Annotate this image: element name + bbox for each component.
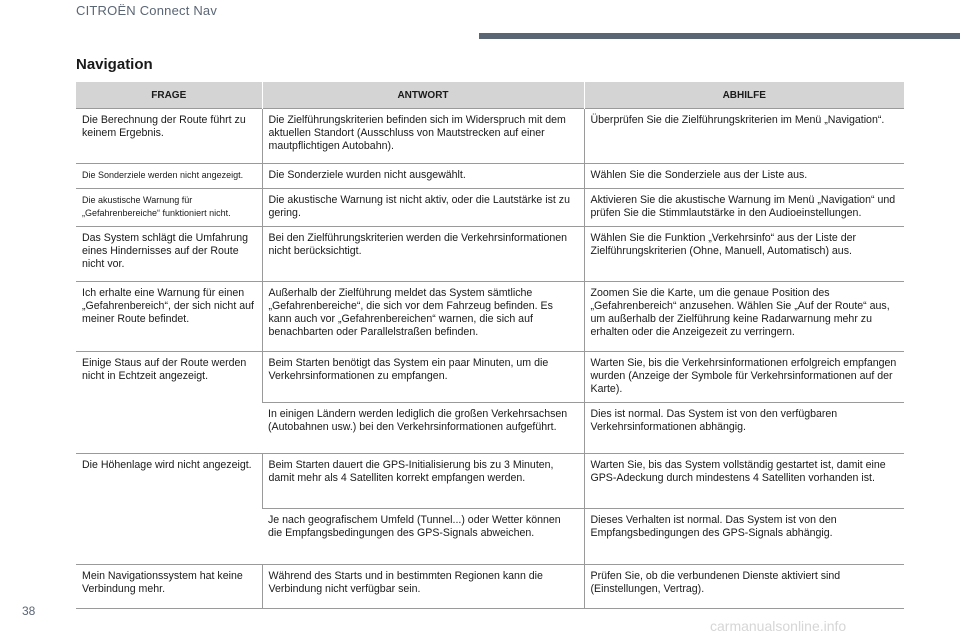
answer-cell: Während des Starts und in bestimmten Regionen kann die Verbindung nicht verfügbar sein. (262, 565, 584, 609)
table-row (76, 227, 904, 282)
table-row (76, 454, 904, 509)
table-row (76, 565, 904, 609)
table-header-row (76, 82, 904, 109)
remedy-cell: Wählen Sie die Sonderziele aus der Liste aus. (584, 164, 904, 189)
header-answer: ANTWORT (262, 82, 584, 109)
troubleshooting-table (76, 82, 904, 609)
answer-cell: Die akustische Warnung ist nicht aktiv, oder die Lautstärke ist zu gering. (262, 189, 584, 227)
answer-cell: Bei den Zielführungskriterien werden die Verkehrsinformationen nicht berücksichtigt. (262, 227, 584, 282)
answer-cell: Je nach geografischem Umfeld (Tunnel...) oder Wetter können die Empfangsbedingungen des GPS-Signals abweichen. (262, 509, 584, 565)
question-cell: Mein Navigationssystem hat keine Verbindung mehr. (76, 565, 262, 609)
question-cell: Die akustische Warnung für „Gefahrenbereiche“ funktioniert nicht. (76, 189, 262, 227)
question-cell: Die Berechnung der Route führt zu keinem Ergebnis. (76, 109, 262, 164)
table-row (76, 189, 904, 227)
remedy-cell: Aktivieren Sie die akustische Warnung im Menü „Navigation“ und prüfen Sie die Stimmlautstärke in den Audioeinstellungen. (584, 189, 904, 227)
remedy-cell: Zoomen Sie die Karte, um die genaue Position des „Gefahrenbereich“ anzusehen. Wählen Sie „Auf der Route“ aus, um außerhalb der Zielführung keine Radarwarnung mehr zu erhalten oder die Anzeigezeit zu verringern. (584, 282, 904, 352)
answer-cell: In einigen Ländern werden lediglich die großen Verkehrsachsen (Autobahnen usw.) bei den Verkehrsinformationen aufgeführt. (262, 403, 584, 454)
page-number: 38 (22, 604, 36, 618)
header-accent-bar (479, 33, 960, 39)
manual-header-title: CITROËN Connect Nav (76, 3, 218, 18)
remedy-cell: Warten Sie, bis das System vollständig gestartet ist, damit eine GPS-Adeckung durch mindestens 4 Satelliten vorhanden ist. (584, 454, 904, 509)
table-row (76, 109, 904, 164)
remedy-cell: Überprüfen Sie die Zielführungskriterien im Menü „Navigation“. (584, 109, 904, 164)
remedy-cell: Dieses Verhalten ist normal. Das System ist von den Empfangsbedingungen des GPS-Signals abhängig. (584, 509, 904, 565)
question-cell: Das System schlägt die Umfahrung eines Hindernisses auf der Route nicht vor. (76, 227, 262, 282)
watermark: carmanualsonline.info (710, 618, 847, 634)
remedy-cell: Wählen Sie die Funktion „Verkehrsinfo“ aus der Liste der Zielführungskriterien (Ohne, Manuell, Automatisch) aus. (584, 227, 904, 282)
header-question: FRAGE (76, 82, 262, 109)
remedy-cell: Dies ist normal. Das System ist von den verfügbaren Verkehrsinformationen abhängig. (584, 403, 904, 454)
question-cell: Ich erhalte eine Warnung für einen „Gefahrenbereich“, der sich nicht auf meiner Route befindet. (76, 282, 262, 352)
remedy-cell: Prüfen Sie, ob die verbundenen Dienste aktiviert sind (Einstellungen, Vertrag). (584, 565, 904, 609)
answer-cell: Beim Starten dauert die GPS-Initialisierung bis zu 3 Minuten, damit mehr als 4 Satelliten korrekt empfangen werden. (262, 454, 584, 509)
answer-cell: Außerhalb der Zielführung meldet das System sämtliche „Gefahrenbereiche“, die sich vor dem Fahrzeug befinden. Es kann auch vor „Gefahrenbereichen“ warnen, die sich auf benachbarten oder Parallelstraßen befinden. (262, 282, 584, 352)
table-row (76, 282, 904, 352)
question-cell: Die Sonderziele werden nicht angezeigt. (76, 164, 262, 189)
answer-cell: Die Sonderziele wurden nicht ausgewählt. (262, 164, 584, 189)
question-cell: Einige Staus auf der Route werden nicht in Echtzeit angezeigt. (76, 352, 262, 454)
remedy-cell: Warten Sie, bis die Verkehrsinformationen erfolgreich empfangen wurden (Anzeige der Symbole für Verkehrsinformationen auf der Karte). (584, 352, 904, 403)
table-row (76, 164, 904, 189)
header-remedy: ABHILFE (584, 82, 904, 109)
answer-cell: Beim Starten benötigt das System ein paar Minuten, um die Verkehrsinformationen zu empfangen. (262, 352, 584, 403)
question-cell: Die Höhenlage wird nicht angezeigt. (76, 454, 262, 565)
answer-cell: Die Zielführungskriterien befinden sich im Widerspruch mit dem aktuellen Standort (Ausschluss von Mautstrecken auf einer mautpflichtigen Autobahn). (262, 109, 584, 164)
section-title: Navigation (76, 56, 153, 73)
table-row (76, 352, 904, 403)
